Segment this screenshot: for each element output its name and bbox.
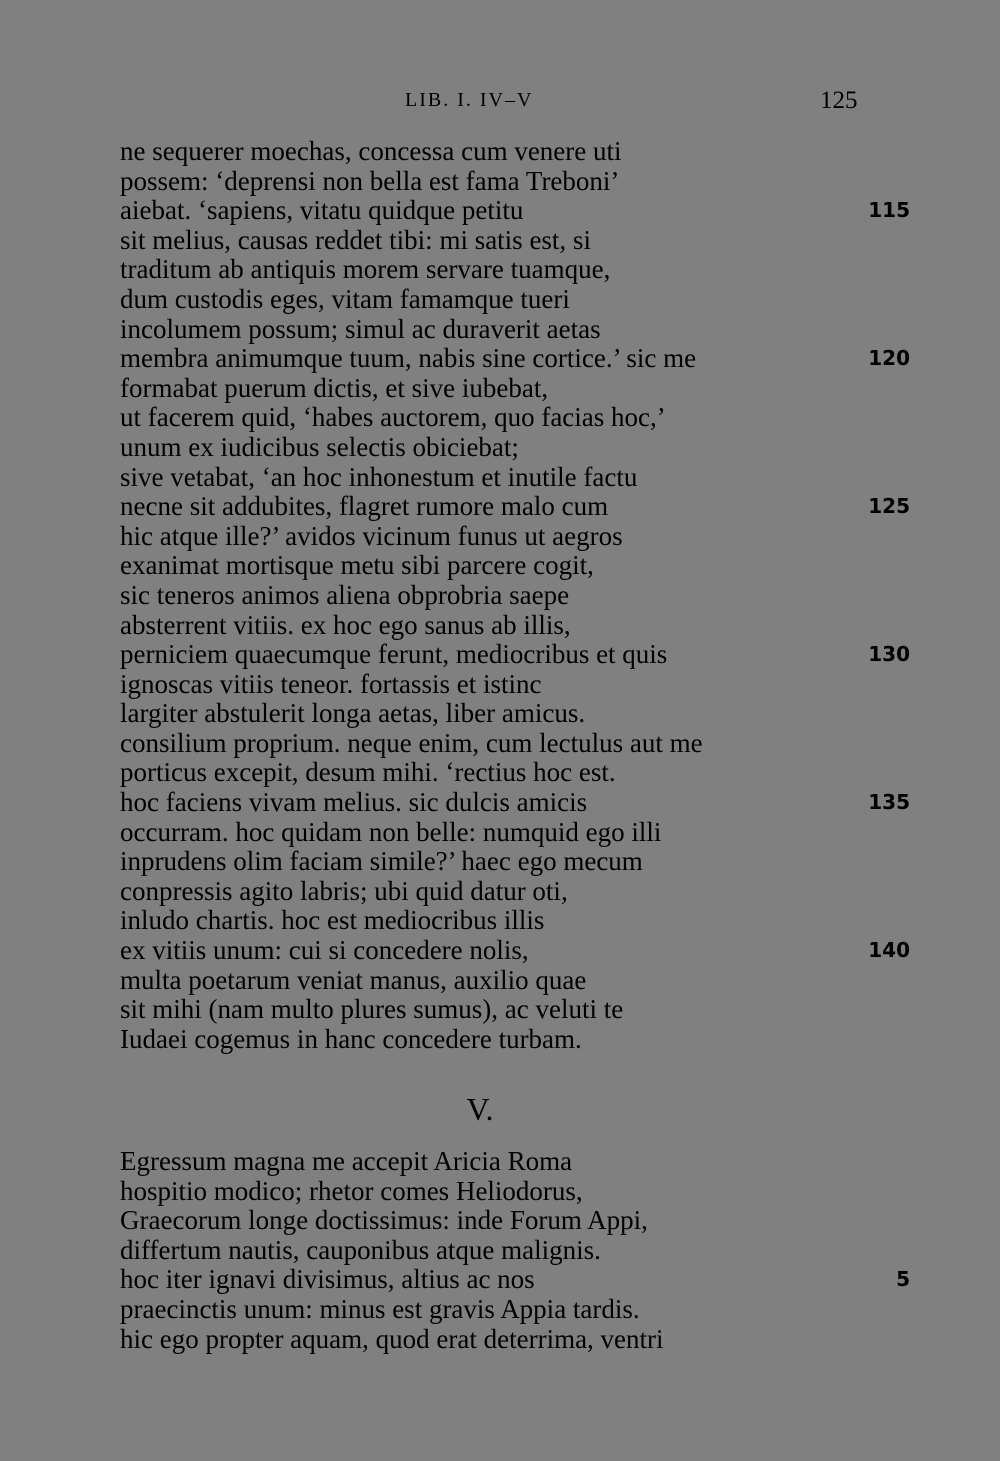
verse-line <box>120 1236 910 1266</box>
verse-text: praecinctis unum: minus est gravis Appia tardis. <box>120 1293 640 1324</box>
verse-text: perniciem quaecumque ferunt, mediocribus et quis <box>120 639 668 670</box>
verse-text: Graecorum longe doctissimus: inde Forum Appi, <box>120 1205 648 1236</box>
verse-line <box>120 522 910 552</box>
verse-line <box>120 699 910 729</box>
verse-text: multa poetarum veniat manus, auxilio quae <box>120 964 587 995</box>
line-number: 5 <box>896 1267 910 1292</box>
verse-text: inludo chartis. hoc est mediocribus illis <box>120 905 545 936</box>
verse-line <box>120 196 910 226</box>
verse-line <box>120 551 910 581</box>
verse-text: inprudens olim faciam simile?’ haec ego mecum <box>120 846 643 877</box>
verse-line <box>120 1206 910 1236</box>
verse-text: ignoscas vitiis teneor. fortassis et istinc <box>120 668 542 699</box>
verse-line <box>120 670 910 700</box>
verse-line <box>120 1325 910 1355</box>
verse-text: unum ex iudicibus selectis obiciebat; <box>120 431 519 462</box>
verse-text: dum custodis eges, vitam famamque tueri <box>120 283 570 314</box>
verse-text: ex vitiis unum: cui si concedere nolis, <box>120 935 529 966</box>
verse-line <box>120 167 910 197</box>
verse-line <box>120 788 910 818</box>
verse-line <box>120 906 910 936</box>
verse-text: ut facerem quid, ‘habes auctorem, quo facias hoc,’ <box>120 402 666 433</box>
section-iv-text <box>120 137 910 1054</box>
line-number: 120 <box>868 346 910 371</box>
section-heading: V. <box>466 1091 494 1127</box>
verse-line <box>120 581 910 611</box>
verse-line <box>120 877 910 907</box>
verse-text: traditum ab antiquis morem servare tuamque, <box>120 254 611 285</box>
line-number: 130 <box>868 642 910 667</box>
running-title: LIB. I. IV–V <box>405 89 534 111</box>
verse-text: consilium proprium. neque enim, cum lectulus aut me <box>120 727 703 758</box>
verse-line <box>120 1177 910 1207</box>
verse-line <box>120 1265 910 1295</box>
verse-text: hoc iter ignavi divisimus, altius ac nos <box>120 1264 535 1295</box>
verse-text: membra animumque tuum, nabis sine cortice.’ sic me <box>120 343 697 374</box>
verse-line <box>120 936 910 966</box>
verse-text: sit mihi (nam multo plures sumus), ac veluti te <box>120 994 624 1025</box>
verse-line <box>120 433 910 463</box>
verse-line <box>120 226 910 256</box>
verse-line <box>120 463 910 493</box>
verse-text: formabat puerum dictis, et sive iubebat, <box>120 372 549 403</box>
verse-line <box>120 255 910 285</box>
verse-line <box>120 611 910 641</box>
verse-line <box>120 1147 910 1177</box>
verse-text: exanimat mortisque metu sibi parcere cogit, <box>120 550 594 581</box>
verse-text: hic ego propter aquam, quod erat deterrima, ventri <box>120 1323 664 1354</box>
verse-text: hic atque ille?’ avidos vicinum funus ut aegros <box>120 520 623 551</box>
verse-text: Iudaei cogemus in hanc concedere turbam. <box>120 1023 582 1054</box>
verse-line <box>120 492 910 522</box>
verse-line <box>120 966 910 996</box>
verse-line <box>120 403 910 433</box>
verse-line <box>120 758 910 788</box>
verse-line <box>120 344 910 374</box>
line-number: 140 <box>868 938 910 963</box>
verse-text: Egressum magna me accepit Aricia Roma <box>120 1146 573 1176</box>
verse-text: necne sit addubites, flagret rumore malo cum <box>120 491 609 522</box>
verse-line <box>120 1295 910 1325</box>
verse-text: incolumem possum; simul ac duraverit aetas <box>120 313 601 344</box>
verse-text: porticus excepit, desum mihi. ‘rectius hoc est. <box>120 757 616 788</box>
verse-text: conpressis agito labris; ubi quid datur oti, <box>120 875 568 906</box>
verse-text: occurram. hoc quidam non belle: numquid ego illi <box>120 816 662 847</box>
verse-line <box>120 640 910 670</box>
verse-line <box>120 374 910 404</box>
verse-line <box>120 995 910 1025</box>
verse-text: hospitio modico; rhetor comes Heliodorus, <box>120 1175 583 1206</box>
line-number: 125 <box>868 494 910 519</box>
verse-text: absterrent vitiis. ex hoc ego sanus ab illis, <box>120 609 571 640</box>
verse-text: sic teneros animos aliena obprobria saepe <box>120 579 570 610</box>
verse-line <box>120 818 910 848</box>
verse-text: hoc faciens vivam melius. sic dulcis amicis <box>120 787 588 818</box>
verse-text: largiter abstulerit longa aetas, liber amicus. <box>120 698 586 729</box>
verse-line <box>120 729 910 759</box>
line-number: 115 <box>868 198 910 223</box>
verse-text: ne sequerer moechas, concessa cum venere uti <box>120 136 622 166</box>
verse-text: differtum nautis, cauponibus atque malignis. <box>120 1234 601 1265</box>
section-v-text <box>120 1147 910 1354</box>
verse-line <box>120 847 910 877</box>
verse-text: aiebat. ‘sapiens, vitatu quidque petitu <box>120 195 524 226</box>
page-number: 125 <box>820 87 858 114</box>
line-number: 135 <box>868 790 910 815</box>
verse-text: sive vetabat, ‘an hoc inhonestum et inutile factu <box>120 461 638 492</box>
verse-text: sit melius, causas reddet tibi: mi satis est, si <box>120 224 591 255</box>
verse-line <box>120 285 910 315</box>
verse-line <box>120 1025 910 1055</box>
verse-line <box>120 137 910 167</box>
verse-text: possem: ‘deprensi non bella est fama Treboni’ <box>120 165 620 196</box>
verse-line <box>120 315 910 345</box>
